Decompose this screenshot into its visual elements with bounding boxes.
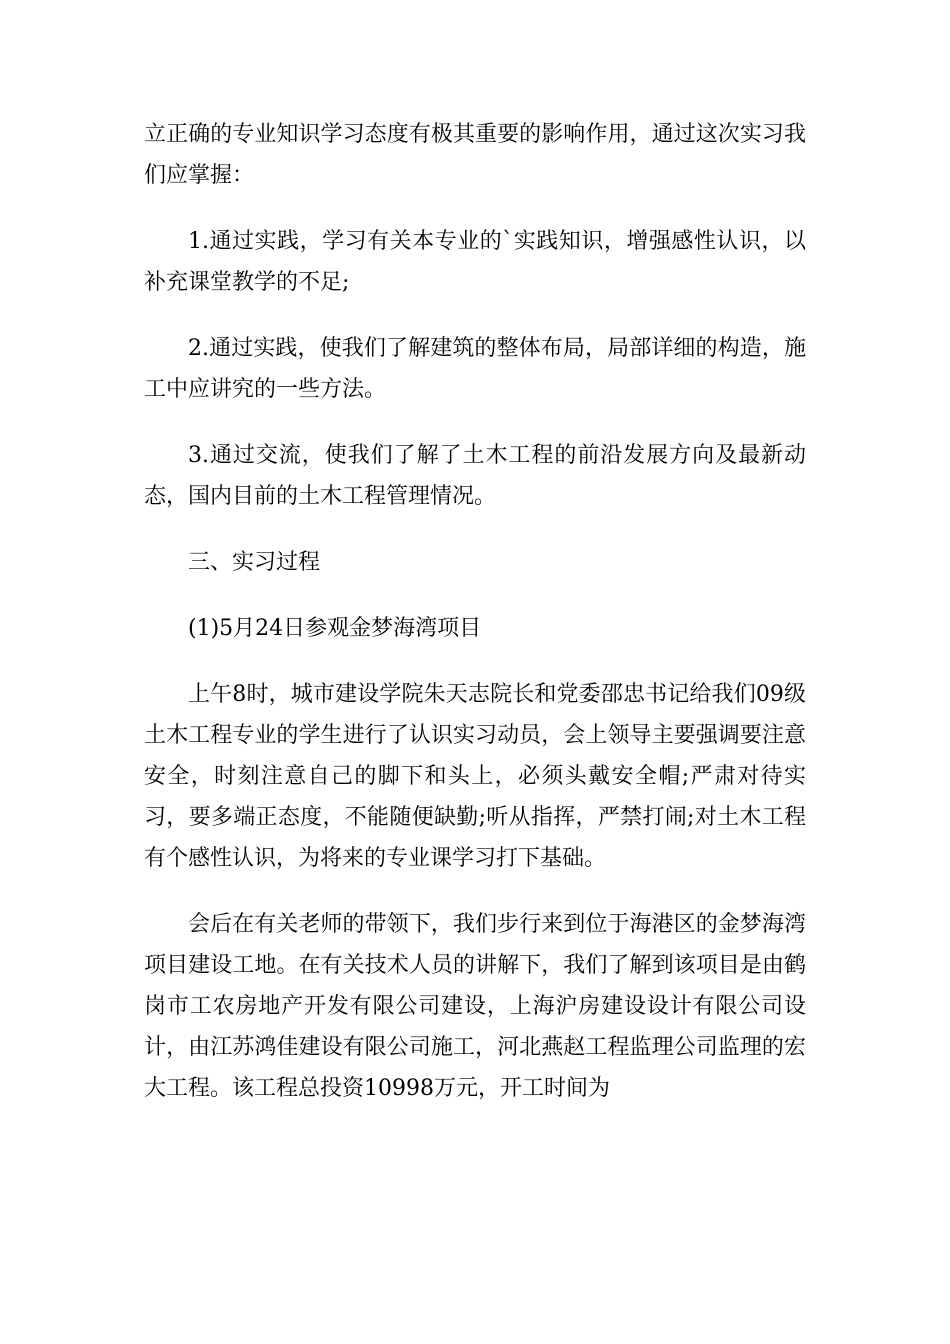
subsection-heading: (1)5月24日参观金梦海湾项目 — [188, 616, 482, 641]
paragraph-list-item-1: 1.通过实践，学习有关本专业的`实践知识，增强感性认识，以补充课堂教学的不足; — [144, 229, 806, 295]
paragraph-site-visit: 会后在有关老师的带领下，我们步行来到位于海港区的金梦海湾项目建设工地。在有关技术人员的讲解下，我们了解到该项目是由鹤岗市工农房地产开发有限公司建设，上海沪房建设设计有限公司设计，由江苏鸿佳建设有限公司施工，河北燕赵工程监理公司监理的宏大工程。该工程总投资10998万元，开工时间为 — [144, 912, 806, 1101]
paragraph-1: 立正确的专业知识学习态度有极其重要的影响作用，通过这次实习我们应掌握： — [144, 122, 806, 188]
document-page — [144, 114, 806, 1134]
paragraph-list-item-3: 3.通过交流，使我们了解了土木工程的前沿发展方向及最新动态，国内目前的土木工程管理情况。 — [144, 443, 806, 509]
paragraph-mobilization: 上午8时，城市建设学院朱天志院长和党委邵忠书记给我们09级土木工程专业的学生进行了认识实习动员，会上领导主要强调要注意安全，时刻注意自己的脚下和头上，必须头戴安全帽;严肃对待实习，要多端正态度，不能随便缺勤;听从指挥，严禁打闹;对土木工程有个感性认识，为将来的专业课学习打下基础。 — [144, 682, 806, 871]
paragraph-list-item-2: 2.通过实践，使我们了解建筑的整体布局，局部详细的构造，施工中应讲究的一些方法。 — [144, 336, 806, 402]
section-heading: 三、实习过程 — [188, 550, 321, 575]
